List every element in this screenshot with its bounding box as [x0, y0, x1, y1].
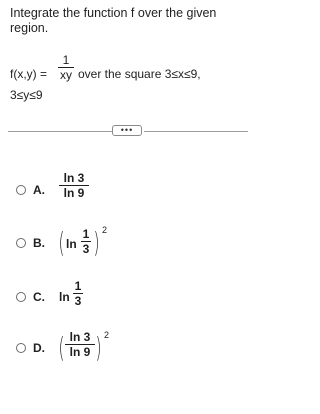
question-prompt: Integrate the function f over the given region. [10, 6, 217, 35]
option-c-label[interactable]: C. [33, 290, 45, 304]
right-paren: ) [93, 226, 100, 259]
option-a-denominator: ln 9 [63, 186, 85, 200]
right-paren: ) [95, 331, 102, 364]
region-description: over the square 3≤x≤9, [78, 67, 201, 81]
option-c-ln: ln [59, 290, 70, 304]
option-a-numerator: ln 3 [63, 171, 85, 185]
left-paren: ( [58, 226, 65, 259]
option-d-label[interactable]: D. [33, 341, 45, 355]
function-lhs: f(x,y) = [10, 67, 48, 81]
option-c-radio[interactable] [16, 292, 26, 302]
region-description-continued: 3≤y≤9 [10, 88, 43, 102]
option-b-denominator: 3 [82, 242, 90, 256]
more-button[interactable]: ••• [112, 125, 142, 136]
divider [144, 131, 248, 132]
option-a-radio[interactable] [16, 185, 26, 195]
option-d-fraction [65, 331, 95, 358]
option-b-exponent: 2 [102, 225, 108, 235]
option-c-fraction [73, 280, 83, 307]
option-c-numerator: 1 [74, 279, 82, 293]
option-d-numerator: ln 3 [69, 330, 91, 344]
option-b-radio[interactable] [16, 238, 26, 248]
option-c-denominator: 3 [74, 294, 82, 308]
left-paren: ( [58, 331, 65, 364]
option-d-exponent: 2 [104, 330, 110, 340]
option-b-label[interactable]: B. [33, 236, 45, 250]
option-b-ln: ln [66, 237, 77, 251]
option-d-radio[interactable] [16, 343, 26, 353]
option-d-denominator: ln 9 [69, 345, 91, 359]
divider [8, 131, 112, 132]
option-b-fraction [81, 228, 91, 255]
function-numerator: 1 [62, 53, 70, 67]
option-a-fraction [59, 172, 89, 199]
function-denominator: xy [60, 68, 72, 82]
function-fraction [58, 54, 74, 81]
option-a-label[interactable]: A. [33, 183, 45, 197]
option-b-numerator: 1 [82, 227, 90, 241]
